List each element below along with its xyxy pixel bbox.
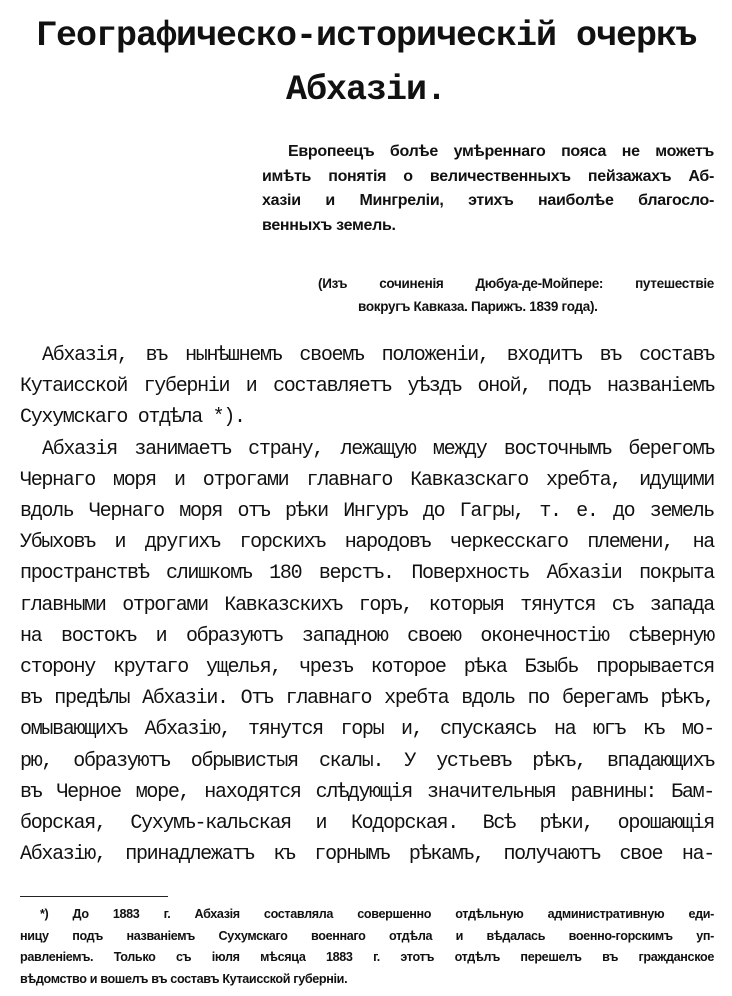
epigraph-source (318, 272, 714, 318)
paragraph-2-line: Абхазія занимаетъ страну, лежащую между восточнымъ берегомъ (42, 437, 714, 461)
paragraph-2-line: рю, образуютъ обрывистыя скалы. У устьевъ рѣкъ, впадающихъ (20, 749, 714, 773)
paragraph-2-line: Абхазію, принадлежатъ къ горнымъ рѣкамъ, получаютъ свое на- (20, 843, 714, 867)
epigraph-source-line: вокругъ Кавказа. Парижъ. 1839 года). (358, 299, 598, 314)
epigraph-line: хазіи и Мингреліи, этихъ наиболѣе благосло- (262, 192, 714, 209)
paragraph-2-line: въ предѣлы Абхазіи. Отъ главнаго хребта вдоль по берегамъ рѣкъ, (20, 687, 714, 711)
epigraph (262, 140, 714, 238)
page-title-line-2: Абхазіи. (285, 70, 447, 110)
paragraph-1-line: Кутаисской губерніи и составляетъ уѣздъ оной, подъ названіемъ (20, 375, 714, 399)
footnote-line: вѣдомство и вошелъ въ составъ Кутаисской губерніи. (20, 971, 348, 986)
paragraph-2-line: Убыховъ и другихъ горскихъ народовъ черкесскаго племени, на (20, 531, 714, 555)
paragraph-2-line: омывающихъ Абхазію, тянутся горы и, спускаясь на югъ къ мо- (20, 718, 714, 742)
body-text (20, 340, 714, 870)
paragraph-2-line: на востокъ и образуютъ западною своею оконечностію сѣверную (20, 624, 714, 648)
footnote (20, 904, 714, 990)
paragraph-2-line: пространствѣ слишкомъ 180 верстъ. Поверхность Абхазіи покрыта (20, 562, 714, 586)
footnote-divider (20, 896, 168, 897)
footnote-line: ницу подъ названіемъ Сухумскаго военнаго отдѣла и вѣдалась военно-горскимъ уп- (20, 928, 714, 943)
paragraph-2-line: въ Черное море, находятся слѣдующія значительныя равнины: Бам- (20, 780, 714, 804)
epigraph-line: Европеецъ болѣе умѣреннаго пояса не можетъ (288, 143, 714, 160)
paragraph-2-line: главными отрогами Кавказскихъ горъ, которыя тянутся съ запада (20, 593, 714, 617)
paragraph-2-line: Чернаго моря и отрогами главнаго Кавказскаго хребта, идущими (20, 468, 714, 492)
paragraph-2-line: вдоль Чернаго моря отъ рѣки Ингуръ до Гагры, т. е. до земель (20, 500, 714, 524)
paragraph-2-line: борская, Сухумъ-кальская и Кодорская. Всѣ рѣки, орошающія (20, 812, 714, 836)
footnote-line: *) До 1883 г. Абхазія составляла совершенно отдѣльную административную еди- (40, 907, 714, 921)
paragraph-2-line: сторону крутаго ущелья, чрезъ которое рѣка Бзыбь прорывается (20, 656, 714, 680)
paragraph-1-line: Сухумскаго отдѣла *). (20, 406, 245, 430)
paragraph-1-line: Абхазія, въ нынѣшнемъ своемъ положеніи, входитъ въ составъ (42, 344, 714, 367)
footnote-line: равленіемъ. Только съ іюля мѣсяца 1883 г. этотъ отдѣлъ перешелъ въ гражданское (20, 950, 714, 964)
epigraph-source-line: (Изъ сочиненія Дюбуа-де-Мойпере: путешествіе (318, 276, 714, 291)
page-title-line-1: Географическо-историческій очеркъ (35, 16, 697, 56)
epigraph-line: имѣть понятія о величественныхъ пейзажахъ Аб- (262, 167, 714, 185)
epigraph-line: венныхъ земель. (262, 216, 396, 234)
